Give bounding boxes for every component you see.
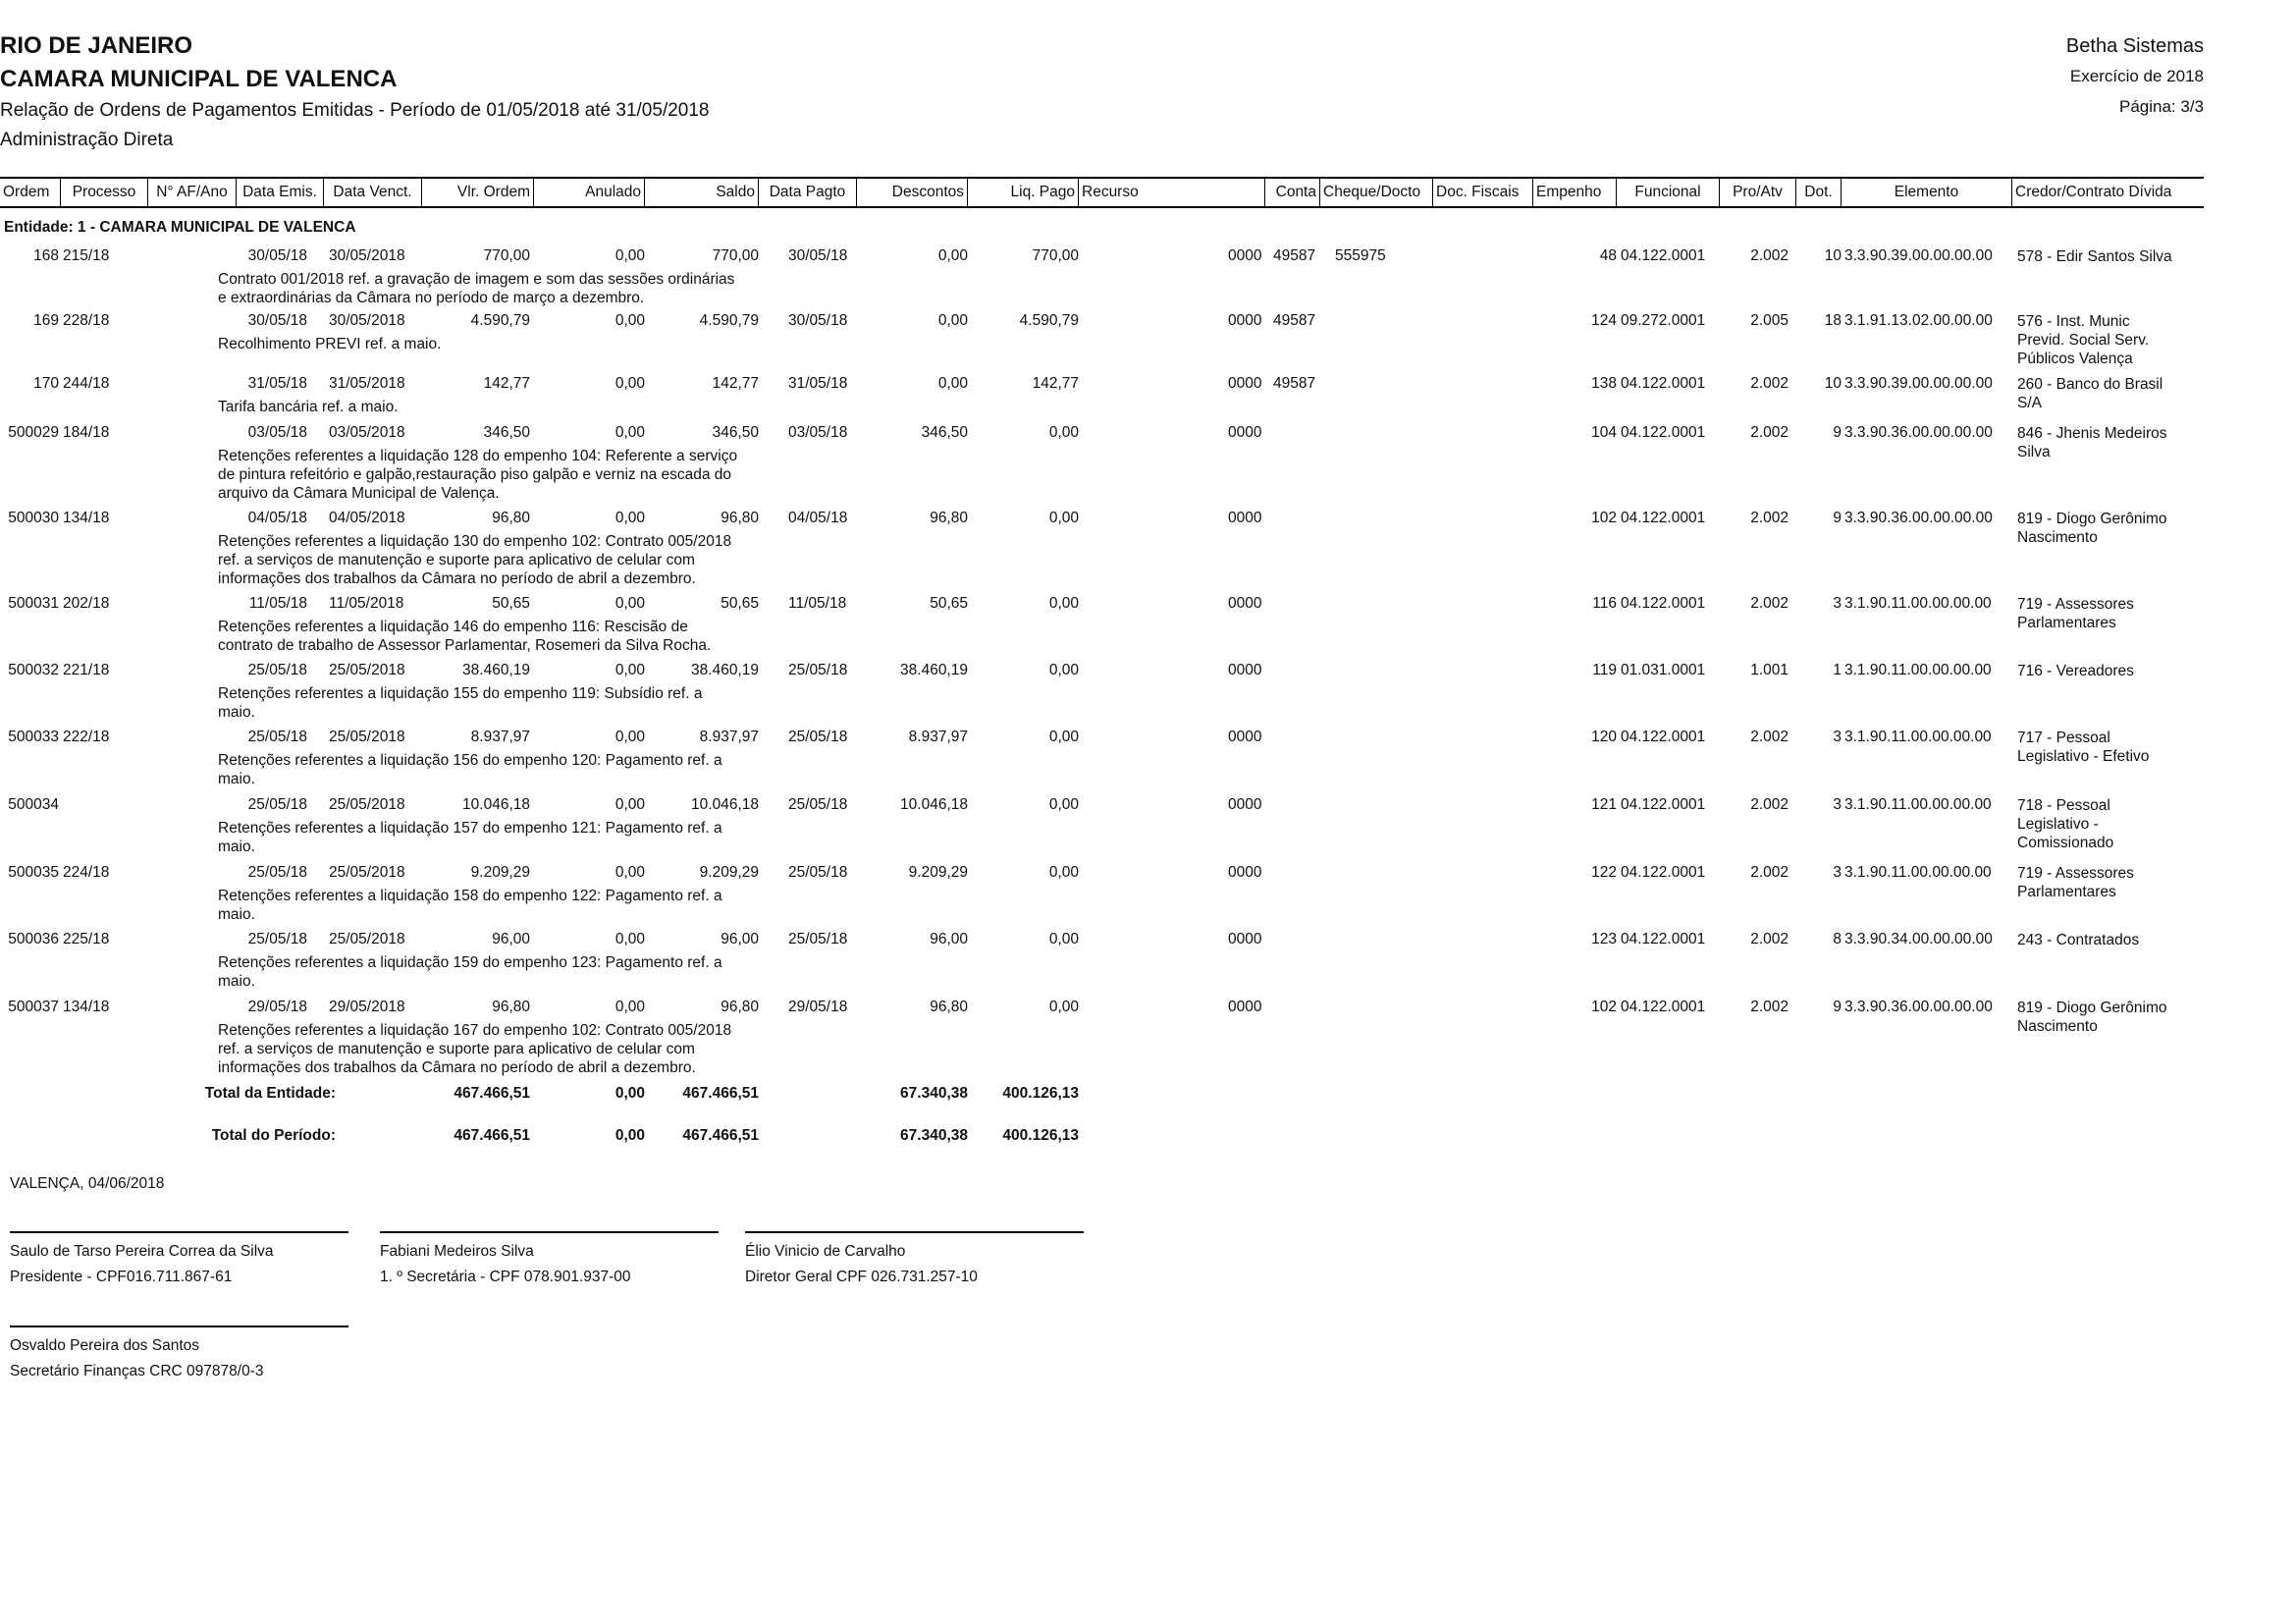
row-1-funcional: 04.122.0001 <box>1621 247 1706 264</box>
column-header-17: Funcional <box>1617 179 1720 206</box>
row-5-vlr: 96,80 <box>492 510 530 526</box>
row-9-description: Retenções referentes a liquidação 157 do empenho 121: Pagamento ref. a maio. <box>218 820 722 855</box>
row-11-pagto: 25/05/18 <box>788 931 848 947</box>
row-3-saldo: 142,77 <box>712 375 759 392</box>
row-9-dot: 3 <box>1833 796 1842 813</box>
row-5-proatv: 2.002 <box>1750 510 1789 526</box>
row-3-pagto: 31/05/18 <box>788 375 848 392</box>
row-11-elemento: 3.3.90.34.00.00.00.00 <box>1844 931 1993 947</box>
row-3-emis: 31/05/18 <box>247 375 307 392</box>
row-1-elemento: 3.3.90.39.00.00.00.00 <box>1844 247 1993 264</box>
row-10-funcional: 04.122.0001 <box>1621 864 1706 881</box>
row-12-dot: 9 <box>1833 999 1842 1015</box>
row-11-descontos: 96,00 <box>930 931 968 947</box>
column-header-15: Doc. Fiscais <box>1433 179 1533 206</box>
row-6-pagto: 11/05/18 <box>788 595 847 612</box>
row-7-anulado: 0,00 <box>614 662 645 678</box>
row-9-vlr: 10.046,18 <box>462 796 530 813</box>
row-2-proatv: 2.005 <box>1750 312 1789 329</box>
row-6-credor: 719 - Assessores Parlamentares <box>2017 596 2134 631</box>
row-11-anulado: 0,00 <box>614 931 645 947</box>
row-2-conta: 49587 <box>1273 312 1316 329</box>
row-6-recurso: 0000 <box>1228 595 1262 612</box>
row-12-credor: 819 - Diogo Gerônimo Nascimento <box>2017 1000 2167 1035</box>
row-8-empenho: 120 <box>1591 729 1617 745</box>
row-2-elemento: 3.1.91.13.02.00.00.00 <box>1844 312 1993 329</box>
row-9-saldo: 10.046,18 <box>691 796 759 813</box>
row-9-elemento: 3.1.90.11.00.00.00.00 <box>1844 796 1992 813</box>
row-3-ordem: 170 <box>33 375 59 392</box>
row-9-liq: 0,00 <box>1048 796 1079 813</box>
row-5-ordem: 500030 <box>8 510 59 526</box>
row-7-elemento: 3.1.90.11.00.00.00.00 <box>1844 662 1992 678</box>
total-1-saldo: 467.466,51 <box>682 1085 759 1102</box>
row-8-descontos: 8.937,97 <box>908 729 968 745</box>
row-10-description: Retenções referentes a liquidação 158 do empenho 122: Pagamento ref. a maio. <box>218 888 722 923</box>
row-9-proatv: 2.002 <box>1750 796 1789 813</box>
row-1-pagto: 30/05/18 <box>788 247 848 264</box>
row-5-recurso: 0000 <box>1228 510 1262 526</box>
row-7-processo: 221/18 <box>63 662 110 678</box>
row-11-recurso: 0000 <box>1228 931 1262 947</box>
row-7-ordem: 500032 <box>8 662 59 678</box>
row-6-dot: 3 <box>1833 595 1842 612</box>
row-7-description: Retenções referentes a liquidação 155 do empenho 119: Subsídio ref. a maio. <box>218 685 703 721</box>
row-7-liq: 0,00 <box>1048 662 1079 678</box>
row-6-funcional: 04.122.0001 <box>1621 595 1706 612</box>
row-8-venct: 25/05/2018 <box>329 729 405 745</box>
signature-name: Osvaldo Pereira dos Santos <box>10 1337 199 1354</box>
row-8-ordem: 500033 <box>8 729 59 745</box>
row-5-descontos: 96,80 <box>930 510 968 526</box>
row-12-anulado: 0,00 <box>614 999 645 1015</box>
signature-name: Saulo de Tarso Pereira Correa da Silva <box>10 1243 274 1260</box>
row-6-saldo: 50,65 <box>721 595 759 612</box>
signature-line <box>745 1231 1084 1233</box>
row-1-credor: 578 - Edir Santos Silva <box>2017 248 2172 265</box>
column-header-10: Descontos <box>857 179 968 206</box>
row-8-emis: 25/05/18 <box>247 729 307 745</box>
total-2-saldo: 467.466,51 <box>682 1127 759 1144</box>
row-9-emis: 25/05/18 <box>247 796 307 813</box>
total-2-liq: 400.126,13 <box>1002 1127 1079 1144</box>
column-header-4: Data Emis. <box>237 179 324 206</box>
column-header-3: N° AF/Ano <box>148 179 237 206</box>
row-1-saldo: 770,00 <box>712 247 759 264</box>
row-7-emis: 25/05/18 <box>247 662 307 678</box>
row-6-elemento: 3.1.90.11.00.00.00.00 <box>1844 595 1992 612</box>
row-3-recurso: 0000 <box>1228 375 1262 392</box>
row-11-description: Retenções referentes a liquidação 159 do empenho 123: Pagamento ref. a maio. <box>218 954 722 990</box>
total-entity-label: Total da Entidade: <box>204 1085 336 1102</box>
row-4-empenho: 104 <box>1591 424 1617 441</box>
row-12-vlr: 96,80 <box>492 999 530 1015</box>
row-1-cheque: 555975 <box>1335 247 1386 264</box>
column-header-11: Liq. Pago <box>968 179 1079 206</box>
row-11-vlr: 96,00 <box>492 931 530 947</box>
column-header-20: Elemento <box>1842 179 2012 206</box>
row-5-description: Retenções referentes a liquidação 130 do empenho 102: Contrato 005/2018 ref. a serviços de manutenção e suporte para aplicativo de celular com informações dos trabalhos da Câmara no período de abril a dezembro. <box>218 533 732 587</box>
row-1-descontos: 0,00 <box>937 247 968 264</box>
row-4-funcional: 04.122.0001 <box>1621 424 1706 441</box>
row-3-description: Tarifa bancária ref. a maio. <box>218 399 399 415</box>
column-header-16: Empenho <box>1533 179 1617 206</box>
row-11-processo: 225/18 <box>63 931 110 947</box>
row-11-credor: 243 - Contratados <box>2017 932 2140 948</box>
row-3-elemento: 3.3.90.39.00.00.00.00 <box>1844 375 1993 392</box>
row-4-ordem: 500029 <box>8 424 59 441</box>
row-6-ordem: 500031 <box>8 595 59 612</box>
row-12-pagto: 29/05/18 <box>788 999 848 1015</box>
column-header-8: Saldo <box>645 179 759 206</box>
row-6-vlr: 50,65 <box>492 595 530 612</box>
row-12-description: Retenções referentes a liquidação 167 do empenho 102: Contrato 005/2018 ref. a serviços de manutenção e suporte para aplicativo de celular com informações dos trabalhos da Câmara no período de abril a dezembro. <box>218 1022 732 1076</box>
row-6-processo: 202/18 <box>63 595 110 612</box>
column-header-19: Dot. <box>1796 179 1842 206</box>
row-10-anulado: 0,00 <box>614 864 645 881</box>
exercise-year: Exercício de 2018 <box>2069 67 2204 85</box>
row-2-credor: 576 - Inst. Munic Previd. Social Serv. Públicos Valença <box>2017 313 2150 367</box>
row-8-vlr: 8.937,97 <box>470 729 530 745</box>
state-title: RIO DE JANEIRO <box>0 32 193 59</box>
row-6-liq: 0,00 <box>1048 595 1079 612</box>
row-3-funcional: 04.122.0001 <box>1621 375 1706 392</box>
row-1-dot: 10 <box>1824 247 1842 264</box>
row-6-proatv: 2.002 <box>1750 595 1789 612</box>
row-7-venct: 25/05/2018 <box>329 662 405 678</box>
row-10-liq: 0,00 <box>1048 864 1079 881</box>
row-11-venct: 25/05/2018 <box>329 931 405 947</box>
row-3-credor: 260 - Banco do Brasil S/A <box>2017 376 2163 411</box>
row-2-liq: 4.590,79 <box>1019 312 1079 329</box>
row-5-processo: 134/18 <box>63 510 110 526</box>
row-2-descontos: 0,00 <box>937 312 968 329</box>
row-3-descontos: 0,00 <box>937 375 968 392</box>
row-9-ordem: 500034 <box>8 796 59 813</box>
row-4-anulado: 0,00 <box>614 424 645 441</box>
column-header-7: Anulado <box>534 179 645 206</box>
total-1-descontos: 67.340,38 <box>900 1085 968 1102</box>
row-11-liq: 0,00 <box>1048 931 1079 947</box>
row-3-venct: 31/05/2018 <box>329 375 405 392</box>
row-2-emis: 30/05/18 <box>247 312 307 329</box>
row-2-empenho: 124 <box>1591 312 1617 329</box>
signature-role: Presidente - CPF016.711.867-61 <box>10 1269 233 1285</box>
row-10-emis: 25/05/18 <box>247 864 307 881</box>
total-2-descontos: 67.340,38 <box>900 1127 968 1144</box>
row-6-emis: 11/05/18 <box>248 595 307 612</box>
row-12-venct: 29/05/2018 <box>329 999 405 1015</box>
row-9-pagto: 25/05/18 <box>788 796 848 813</box>
row-1-conta: 49587 <box>1273 247 1316 264</box>
total-1-liq: 400.126,13 <box>1002 1085 1079 1102</box>
row-12-processo: 134/18 <box>63 999 110 1015</box>
signature-role: 1. º Secretária - CPF 078.901.937-00 <box>380 1269 631 1285</box>
row-9-descontos: 10.046,18 <box>900 796 968 813</box>
row-1-liq: 770,00 <box>1032 247 1079 264</box>
row-7-credor: 716 - Vereadores <box>2017 663 2134 679</box>
total-2-vlr: 467.466,51 <box>454 1127 530 1144</box>
row-6-venct: 11/05/2018 <box>329 595 404 612</box>
row-10-saldo: 9.209,29 <box>699 864 759 881</box>
report-title: Relação de Ordens de Pagamentos Emitidas - Período de 01/05/2018 até 31/05/2018 <box>0 100 710 121</box>
column-header-13: Conta <box>1265 179 1320 206</box>
row-1-proatv: 2.002 <box>1750 247 1789 264</box>
row-4-venct: 03/05/2018 <box>329 424 405 441</box>
row-6-descontos: 50,65 <box>930 595 968 612</box>
row-7-funcional: 01.031.0001 <box>1621 662 1706 678</box>
column-header-1: Ordem <box>0 179 61 206</box>
row-2-description: Recolhimento PREVI ref. a maio. <box>218 336 442 352</box>
row-12-proatv: 2.002 <box>1750 999 1789 1015</box>
row-3-proatv: 2.002 <box>1750 375 1789 392</box>
place-date: VALENÇA, 04/06/2018 <box>10 1175 165 1192</box>
row-5-saldo: 96,80 <box>721 510 759 526</box>
row-5-dot: 9 <box>1833 510 1842 526</box>
row-12-saldo: 96,80 <box>721 999 759 1015</box>
signature-line <box>10 1325 348 1327</box>
signature-role: Secretário Finanças CRC 097878/0-3 <box>10 1363 264 1380</box>
signature-line <box>10 1231 348 1233</box>
row-9-credor: 718 - Pessoal Legislativo - Comissionado <box>2017 797 2114 851</box>
row-5-anulado: 0,00 <box>614 510 645 526</box>
row-7-saldo: 38.460,19 <box>691 662 759 678</box>
row-12-emis: 29/05/18 <box>247 999 307 1015</box>
row-4-description: Retenções referentes a liquidação 128 do empenho 104: Referente a serviço de pintura refeitório e galpão,restauração piso galpão e verniz na escada do arquivo da Câmara Municipal de Valença. <box>218 448 738 502</box>
row-7-proatv: 1.001 <box>1750 662 1789 678</box>
row-4-descontos: 346,50 <box>921 424 968 441</box>
row-8-dot: 3 <box>1833 729 1842 745</box>
row-2-processo: 228/18 <box>63 312 110 329</box>
row-11-saldo: 96,00 <box>721 931 759 947</box>
row-7-pagto: 25/05/18 <box>788 662 848 678</box>
row-8-elemento: 3.1.90.11.00.00.00.00 <box>1844 729 1992 745</box>
row-3-anulado: 0,00 <box>614 375 645 392</box>
row-5-empenho: 102 <box>1591 510 1617 526</box>
row-4-proatv: 2.002 <box>1750 424 1789 441</box>
row-12-empenho: 102 <box>1591 999 1617 1015</box>
row-1-emis: 30/05/18 <box>247 247 307 264</box>
row-2-anulado: 0,00 <box>614 312 645 329</box>
row-7-recurso: 0000 <box>1228 662 1262 678</box>
row-6-empenho: 116 <box>1592 595 1617 612</box>
row-11-empenho: 123 <box>1591 931 1617 947</box>
row-10-ordem: 500035 <box>8 864 59 881</box>
column-header-2: Processo <box>61 179 148 206</box>
row-8-recurso: 0000 <box>1228 729 1262 745</box>
row-12-funcional: 04.122.0001 <box>1621 999 1706 1015</box>
signature-name: Élio Vinicio de Carvalho <box>745 1243 906 1260</box>
row-4-vlr: 346,50 <box>483 424 530 441</box>
entity-label: Entidade: 1 - CAMARA MUNICIPAL DE VALENCA <box>4 219 356 236</box>
row-5-elemento: 3.3.90.36.00.00.00.00 <box>1844 510 1993 526</box>
row-8-pagto: 25/05/18 <box>788 729 848 745</box>
row-8-credor: 717 - Pessoal Legislativo - Efetivo <box>2017 730 2150 765</box>
row-10-processo: 224/18 <box>63 864 110 881</box>
admin-subtitle: Administração Direta <box>0 130 174 150</box>
row-12-descontos: 96,80 <box>930 999 968 1015</box>
row-11-emis: 25/05/18 <box>247 931 307 947</box>
signature-line <box>380 1231 719 1233</box>
total-2-anulado: 0,00 <box>614 1127 645 1144</box>
row-12-liq: 0,00 <box>1048 999 1079 1015</box>
row-8-proatv: 2.002 <box>1750 729 1789 745</box>
row-4-dot: 9 <box>1833 424 1842 441</box>
vendor-name: Betha Sistemas <box>2065 35 2204 57</box>
row-8-saldo: 8.937,97 <box>699 729 759 745</box>
row-11-proatv: 2.002 <box>1750 931 1789 947</box>
row-9-recurso: 0000 <box>1228 796 1262 813</box>
row-4-credor: 846 - Jhenis Medeiros Silva <box>2017 425 2167 460</box>
row-2-saldo: 4.590,79 <box>699 312 759 329</box>
row-1-description: Contrato 001/2018 ref. a gravação de imagem e som das sessões ordinárias e extraordinárias da Câmara no período de março a dezembro. <box>218 271 735 306</box>
row-10-empenho: 122 <box>1591 864 1617 881</box>
row-9-empenho: 121 <box>1591 796 1617 813</box>
row-10-venct: 25/05/2018 <box>329 864 405 881</box>
row-4-emis: 03/05/18 <box>247 424 307 441</box>
row-5-liq: 0,00 <box>1048 510 1079 526</box>
row-9-funcional: 04.122.0001 <box>1621 796 1706 813</box>
row-10-recurso: 0000 <box>1228 864 1262 881</box>
row-7-descontos: 38.460,19 <box>900 662 968 678</box>
row-3-dot: 10 <box>1824 375 1842 392</box>
row-10-elemento: 3.1.90.11.00.00.00.00 <box>1844 864 1992 881</box>
signature-role: Diretor Geral CPF 026.731.257-10 <box>745 1269 978 1285</box>
page-number: Página: 3/3 <box>2118 97 2204 116</box>
row-10-proatv: 2.002 <box>1750 864 1789 881</box>
row-9-venct: 25/05/2018 <box>329 796 405 813</box>
signature-name: Fabiani Medeiros Silva <box>380 1243 534 1260</box>
column-header-14: Cheque/Docto <box>1320 179 1433 206</box>
row-6-anulado: 0,00 <box>614 595 645 612</box>
org-title: CAMARA MUNICIPAL DE VALENCA <box>0 66 398 92</box>
row-6-description: Retenções referentes a liquidação 146 do empenho 116: Rescisão de contrato de trabalho de Assessor Parlamentar, Rosemeri da Silva Rocha. <box>218 619 712 654</box>
row-11-dot: 8 <box>1833 931 1842 947</box>
row-4-pagto: 03/05/18 <box>788 424 848 441</box>
row-3-liq: 142,77 <box>1032 375 1079 392</box>
row-10-vlr: 9.209,29 <box>470 864 530 881</box>
column-header-5: Data Venct. <box>324 179 422 206</box>
row-12-ordem: 500037 <box>8 999 59 1015</box>
row-4-recurso: 0000 <box>1228 424 1262 441</box>
row-11-funcional: 04.122.0001 <box>1621 931 1706 947</box>
row-2-vlr: 4.590,79 <box>470 312 530 329</box>
row-10-dot: 3 <box>1833 864 1842 881</box>
row-2-venct: 30/05/2018 <box>329 312 405 329</box>
column-header-9: Data Pagto <box>759 179 857 206</box>
row-8-liq: 0,00 <box>1048 729 1079 745</box>
row-12-elemento: 3.3.90.36.00.00.00.00 <box>1844 999 1993 1015</box>
total-period-label: Total do Período: <box>211 1127 336 1144</box>
row-1-ordem: 168 <box>33 247 59 264</box>
row-2-ordem: 169 <box>33 312 59 329</box>
column-header-row <box>0 177 2204 208</box>
row-1-venct: 30/05/2018 <box>329 247 405 264</box>
column-header-12: Recurso <box>1079 179 1265 206</box>
row-12-recurso: 0000 <box>1228 999 1262 1015</box>
row-3-conta: 49587 <box>1273 375 1316 392</box>
total-1-vlr: 467.466,51 <box>454 1085 530 1102</box>
row-10-credor: 719 - Assessores Parlamentares <box>2017 865 2134 900</box>
row-8-anulado: 0,00 <box>614 729 645 745</box>
column-header-6: Vlr. Ordem <box>422 179 534 206</box>
column-header-21: Credor/Contrato Dívida <box>2015 184 2172 200</box>
row-4-saldo: 346,50 <box>712 424 759 441</box>
row-1-processo: 215/18 <box>63 247 110 264</box>
row-1-anulado: 0,00 <box>614 247 645 264</box>
row-5-credor: 819 - Diogo Gerônimo Nascimento <box>2017 511 2167 546</box>
row-8-description: Retenções referentes a liquidação 156 do empenho 120: Pagamento ref. a maio. <box>218 752 722 787</box>
row-11-ordem: 500036 <box>8 931 59 947</box>
row-5-funcional: 04.122.0001 <box>1621 510 1706 526</box>
row-2-recurso: 0000 <box>1228 312 1262 329</box>
row-2-pagto: 30/05/18 <box>788 312 848 329</box>
row-10-descontos: 9.209,29 <box>908 864 968 881</box>
row-2-funcional: 09.272.0001 <box>1621 312 1706 329</box>
row-4-liq: 0,00 <box>1048 424 1079 441</box>
row-3-vlr: 142,77 <box>483 375 530 392</box>
row-7-dot: 1 <box>1833 662 1842 678</box>
row-3-empenho: 138 <box>1591 375 1617 392</box>
row-7-empenho: 119 <box>1592 662 1617 678</box>
row-3-processo: 244/18 <box>63 375 110 392</box>
row-5-venct: 04/05/2018 <box>329 510 405 526</box>
row-1-recurso: 0000 <box>1228 247 1262 264</box>
row-1-vlr: 770,00 <box>483 247 530 264</box>
row-2-dot: 18 <box>1824 312 1842 329</box>
row-8-funcional: 04.122.0001 <box>1621 729 1706 745</box>
row-4-processo: 184/18 <box>63 424 110 441</box>
row-9-anulado: 0,00 <box>614 796 645 813</box>
row-1-empenho: 48 <box>1599 247 1617 264</box>
row-4-elemento: 3.3.90.36.00.00.00.00 <box>1844 424 1993 441</box>
row-10-pagto: 25/05/18 <box>788 864 848 881</box>
row-5-emis: 04/05/18 <box>247 510 307 526</box>
row-7-vlr: 38.460,19 <box>462 662 530 678</box>
total-1-anulado: 0,00 <box>614 1085 645 1102</box>
row-8-processo: 222/18 <box>63 729 110 745</box>
column-header-18: Pro/Atv <box>1720 179 1796 206</box>
row-5-pagto: 04/05/18 <box>788 510 848 526</box>
